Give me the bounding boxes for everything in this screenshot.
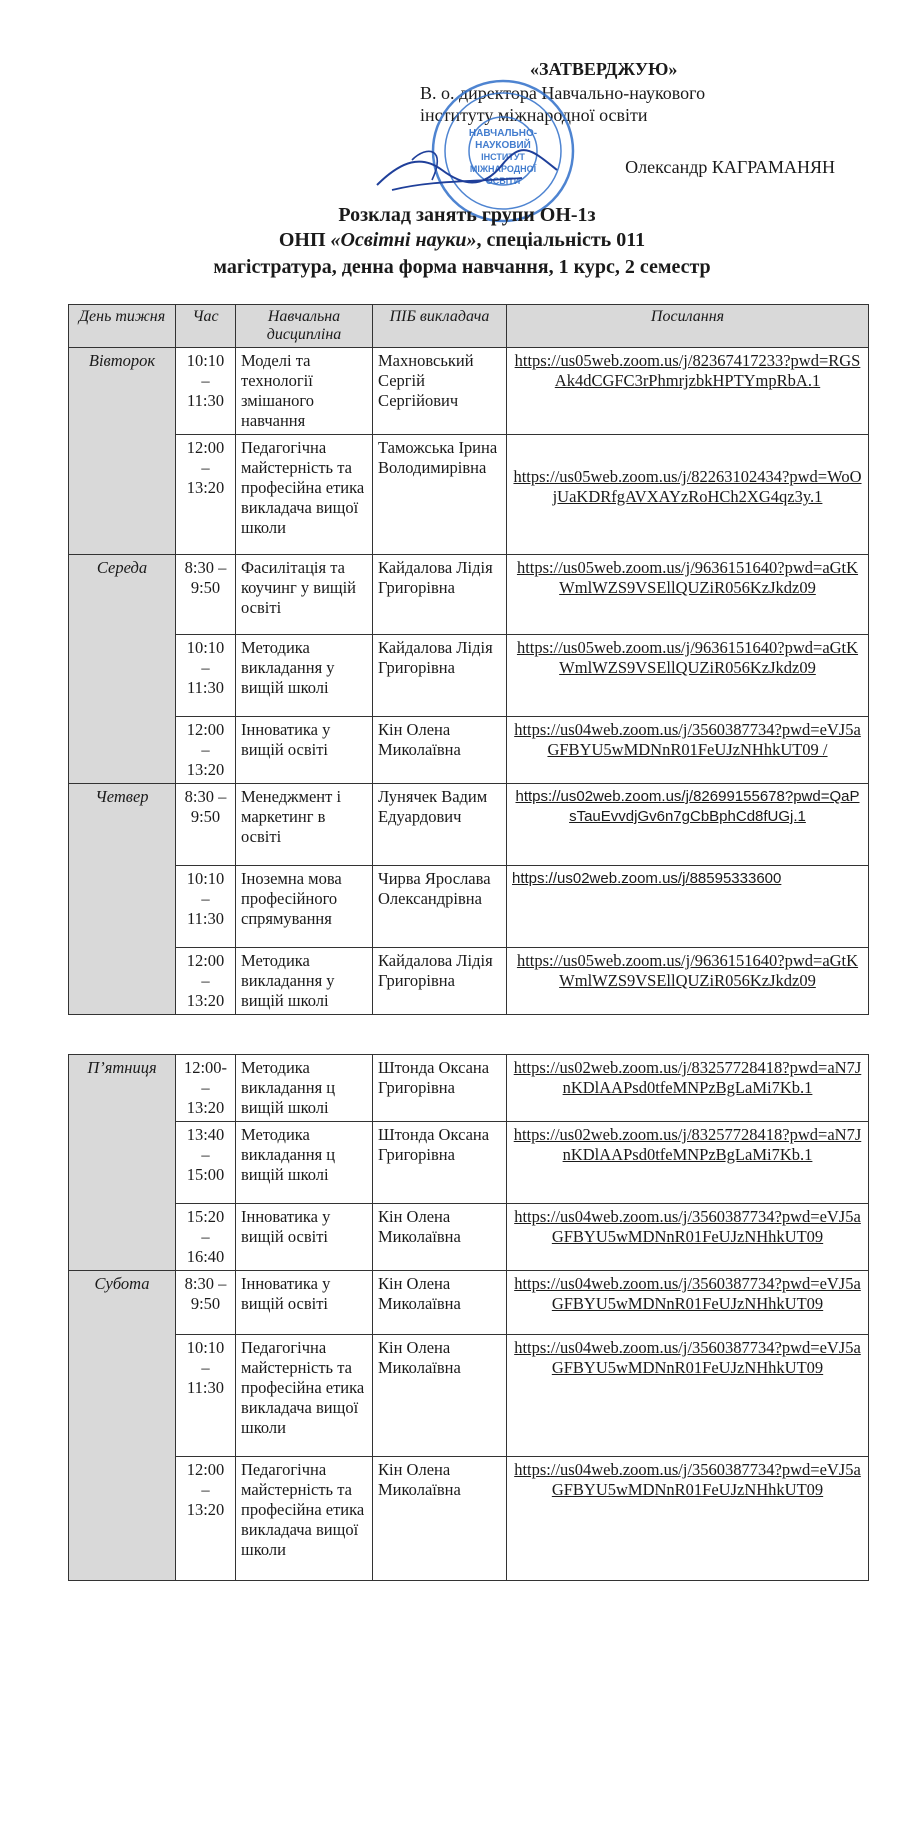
day-cell: Середа [69, 555, 176, 784]
schedule-program-line [0, 227, 904, 253]
zoom-link[interactable]: https://us04web.zoom.us/j/3560387734?pwd=eVJ5aGFBYU5wMDNnR01FeUJzNHhkUT09 / [507, 717, 869, 784]
time-cell: 8:30 – 9:50 [176, 555, 236, 635]
zoom-link[interactable]: https://us05web.zoom.us/j/9636151640?pwd=aGtKWmlWZS9VSEllQUZiR056KzJkdz09 [507, 635, 869, 717]
time-cell: 12:00- – 13:20 [176, 1055, 236, 1122]
zoom-link[interactable]: https://us05web.zoom.us/j/9636151640?pwd=aGtKWmlWZS9VSEllQUZiR056KzJkdz09 [507, 555, 869, 635]
discipline-cell: Педагогічна майстерність та професійна етика викладача вищої школи [236, 1457, 373, 1581]
discipline-cell: Інноватика у вищій освіті [236, 1204, 373, 1271]
teacher-cell: Таможська Ірина Володимирівна [373, 435, 507, 555]
discipline-cell: Педагогічна майстерність та професійна етика викладача вищої школи [236, 1335, 373, 1457]
time-cell: 8:30 – 9:50 [176, 1271, 236, 1335]
teacher-cell: Кайдалова Лідія Григорівна [373, 635, 507, 717]
teacher-cell: Кін Олена Миколаївна [373, 1204, 507, 1271]
schedule-table-1 [68, 304, 869, 1015]
zoom-link[interactable]: https://us02web.zoom.us/j/83257728418?pwd=aN7JnKDlAAPsd0tfeMNPzBgLaMi7Kb.1 [507, 1122, 869, 1204]
approval-caption: «ЗАТВЕРДЖУЮ» [530, 59, 678, 79]
svg-text:НАУКОВИЙ: НАУКОВИЙ [475, 140, 531, 151]
discipline-cell: Методика викладання ц вищій школі [236, 1122, 373, 1204]
discipline-cell: Інноватика у вищій освіті [236, 1271, 373, 1335]
time-cell: 12:00 – 13:20 [176, 1457, 236, 1581]
day-cell: П’ятниця [69, 1055, 176, 1271]
zoom-link[interactable]: https://us02web.zoom.us/j/83257728418?pwd=aN7JnKDlAAPsd0tfeMNPzBgLaMi7Kb.1 [507, 1055, 869, 1122]
time-cell: 15:20 – 16:40 [176, 1204, 236, 1271]
teacher-cell: Кайдалова Лідія Григорівна [373, 948, 507, 1015]
zoom-link[interactable]: https://us04web.zoom.us/j/3560387734?pwd=eVJ5aGFBYU5wMDNnR01FeUJzNHhkUT09 [507, 1335, 869, 1457]
discipline-cell: Інноватика у вищій освіті [236, 717, 373, 784]
table-row [69, 1457, 869, 1581]
discipline-cell: Фасилітація та коучинг у вищій освіті [236, 555, 373, 635]
svg-text:ОСВІТИ: ОСВІТИ [485, 176, 521, 186]
table-row [69, 948, 869, 1015]
zoom-link[interactable]: https://us04web.zoom.us/j/3560387734?pwd=eVJ5aGFBYU5wMDNnR01FeUJzNHhkUT09 [507, 1271, 869, 1335]
discipline-cell: Методика викладання ц вищій школі [236, 1055, 373, 1122]
header-day: День тижня [69, 305, 176, 348]
program-name: «Освітні науки» [330, 229, 477, 251]
time-cell: 10:10 – 11:30 [176, 1335, 236, 1457]
table-row [69, 555, 869, 635]
program-suffix: , спеціальність 011 [476, 229, 646, 251]
schedule-table-2 [68, 1054, 869, 1581]
zoom-link[interactable]: https://us02web.zoom.us/j/88595333600 [507, 866, 869, 948]
signature-icon [372, 140, 562, 200]
discipline-cell: Моделі та технології змішаного навчання [236, 348, 373, 435]
table-row [69, 435, 869, 555]
svg-text:МІЖНАРОДНОЇ: МІЖНАРОДНОЇ [469, 164, 537, 174]
teacher-cell: Штонда Оксана Григорівна [373, 1055, 507, 1122]
svg-text:НАВЧАЛЬНО-: НАВЧАЛЬНО- [468, 128, 538, 139]
table-row [69, 1271, 869, 1335]
time-cell: 12:00 – 13:20 [176, 717, 236, 784]
header-discipline: Навчальна дисципліна [236, 305, 373, 348]
discipline-cell: Методика викладання у вищій школі [236, 948, 373, 1015]
teacher-cell: Штонда Оксана Григорівна [373, 1122, 507, 1204]
zoom-link[interactable]: https://us04web.zoom.us/j/3560387734?pwd=eVJ5aGFBYU5wMDNnR01FeUJzNHhkUT09 [507, 1204, 869, 1271]
header-time: Час [176, 305, 236, 348]
discipline-cell: Педагогічна майстерність та професійна етика викладача вищої школи [236, 435, 373, 555]
table-row [69, 784, 869, 866]
time-cell: 13:40 – 15:00 [176, 1122, 236, 1204]
discipline-cell: Іноземна мова професійного спрямування [236, 866, 373, 948]
teacher-cell: Чирва Ярослава Олександрівна [373, 866, 507, 948]
teacher-cell: Кін Олена Миколаївна [373, 1271, 507, 1335]
table-row [69, 1335, 869, 1457]
time-cell: 10:10 – 11:30 [176, 348, 236, 435]
table-row [69, 1122, 869, 1204]
table-row [69, 1204, 869, 1271]
day-cell: Четвер [69, 784, 176, 1015]
approval-position-line2: інституту міжнародної освіти [420, 105, 648, 125]
time-cell: 10:10 – 11:30 [176, 635, 236, 717]
table-row [69, 348, 869, 435]
teacher-cell: Махновський Сергій Сергійович [373, 348, 507, 435]
header-link: Посилання [507, 305, 869, 348]
zoom-link[interactable]: https://us05web.zoom.us/j/82367417233?pwd=RGSAk4dCGFC3rPhmrjzbkHPTYmpRbA.1 [507, 348, 869, 435]
day-cell: Субота [69, 1271, 176, 1581]
table-row [69, 635, 869, 717]
teacher-cell: Лунячек Вадим Едуардович [373, 784, 507, 866]
table-row [69, 717, 869, 784]
teacher-cell: Кайдалова Лідія Григорівна [373, 555, 507, 635]
approval-signer: Олександр КАГРАМАНЯН [625, 157, 835, 177]
header-teacher: ПІБ викладача [373, 305, 507, 348]
teacher-cell: Кін Олена Миколаївна [373, 1457, 507, 1581]
time-cell: 12:00 – 13:20 [176, 435, 236, 555]
zoom-link[interactable]: https://us02web.zoom.us/j/82699155678?pwd=QaPsTauEvvdjGv6n7gCbBphCd8fUGj.1 [507, 784, 869, 866]
zoom-link[interactable]: https://us04web.zoom.us/j/3560387734?pwd=eVJ5aGFBYU5wMDNnR01FeUJzNHhkUT09 [507, 1457, 869, 1581]
discipline-cell: Методика викладання у вищій школі [236, 635, 373, 717]
teacher-cell: Кін Олена Миколаївна [373, 717, 507, 784]
time-cell: 10:10 – 11:30 [176, 866, 236, 948]
schedule-study-form: магістратура, денна форма навчання, 1 курс, 2 семестр [213, 256, 711, 278]
discipline-cell: Менеджмент і маркетинг в освіті [236, 784, 373, 866]
table-row [69, 1055, 869, 1122]
zoom-link[interactable]: https://us05web.zoom.us/j/82263102434?pwd=WoOjUaKDRfgAVXAYzRoHCh2XG4qz3y.1 [507, 435, 869, 555]
schedule-title: Розклад занять групи ОН-1з [338, 204, 596, 226]
teacher-cell: Кін Олена Миколаївна [373, 1335, 507, 1457]
svg-text:ІНСТИТУТ: ІНСТИТУТ [481, 152, 525, 162]
table-row [69, 866, 869, 948]
day-cell: Вівторок [69, 348, 176, 555]
program-prefix: ОНП [278, 229, 331, 251]
table-header-row [69, 305, 869, 348]
time-cell: 12:00 – 13:20 [176, 948, 236, 1015]
time-cell: 8:30 – 9:50 [176, 784, 236, 866]
zoom-link[interactable]: https://us05web.zoom.us/j/9636151640?pwd=aGtKWmlWZS9VSEllQUZiR056KzJkdz09 [507, 948, 869, 1015]
approval-position-line1: В. о. директора Навчально-наукового [420, 83, 706, 103]
